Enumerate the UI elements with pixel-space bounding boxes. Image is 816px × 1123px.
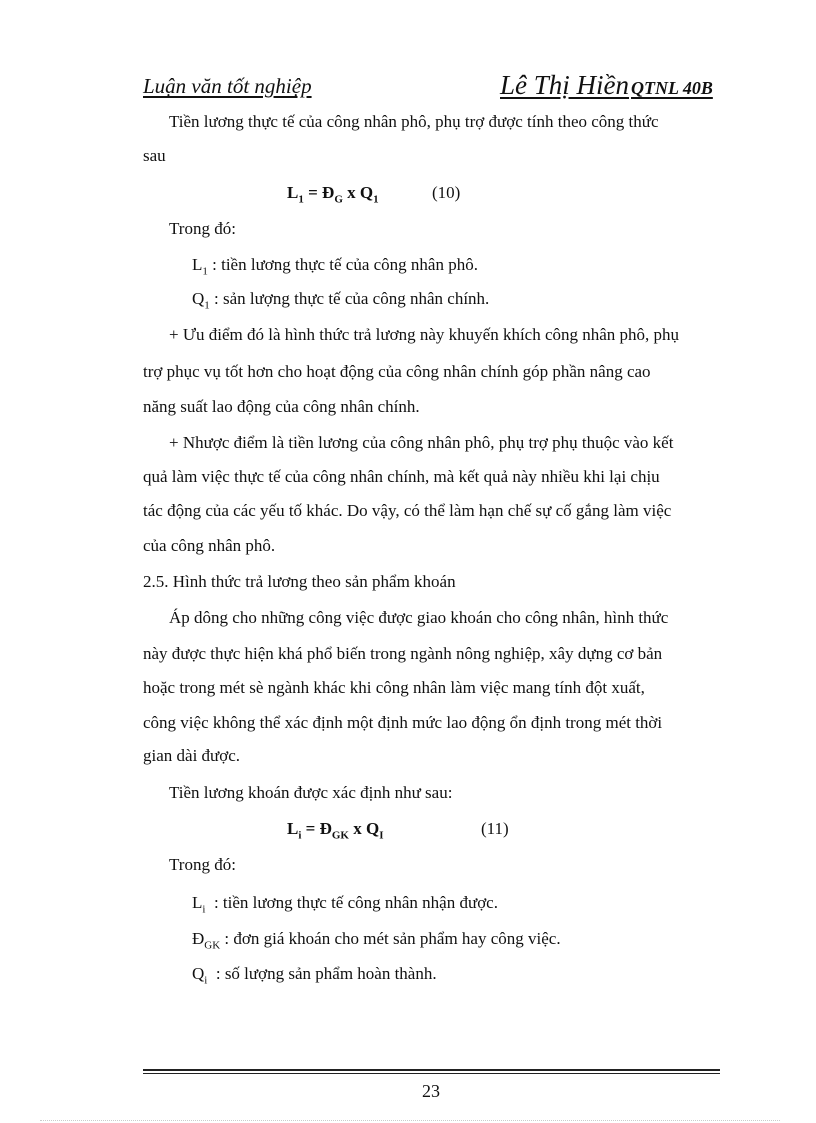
advantage-line-2: trợ phục vụ tốt hơn cho hoạt động của công nhân chính góp phần nâng cao <box>143 362 651 381</box>
trong-do-label-2: Trong đó: <box>169 855 236 874</box>
def-dgk-text: : đơn giá khoán cho mét sản phẩm hay công việc. <box>220 929 561 948</box>
def-l1-symbol: L <box>192 255 203 274</box>
formula-10-number: (10) <box>432 183 461 202</box>
definition-qi <box>192 964 437 986</box>
disadvantage-line-4: của công nhân phô. <box>143 536 276 555</box>
formula-10 <box>287 183 379 205</box>
section-para-line-1: Áp dông cho những công việc được giao khoán cho công nhân, hình thức <box>169 608 669 627</box>
def-li-symbol: L <box>192 893 203 912</box>
def-qi-text: : số lượng sản phẩm hoàn thành. <box>207 964 437 983</box>
formula-11 <box>287 819 384 841</box>
disadvantage-line-3: tác động của các yếu tố khác. Do vậy, có thể làm hạn chế sự cố gắng làm việc <box>143 501 672 520</box>
definition-q1 <box>192 289 489 311</box>
formula-11-lhs-sub: i <box>298 829 302 842</box>
formula-11-q-sub: I <box>379 829 384 842</box>
footer-rule-thick <box>143 1069 720 1071</box>
trong-do-label-1: Trong đó: <box>169 219 236 238</box>
def-qi-sub: i <box>204 974 208 987</box>
section-para-line-2: này được thực hiện khá phổ biến trong ngành nông nghiệp, xây dựng cơ bản <box>143 644 663 663</box>
advantage-line-1: + Ưu điểm đó là hình thức trả lương này khuyến khích công nhân phô, phụ <box>169 325 680 344</box>
formula-10-lhs-sub: 1 <box>298 193 304 206</box>
page-number: 23 <box>422 1081 440 1101</box>
formula-10-lhs: L <box>287 183 299 202</box>
section-para-line-5: gian dài được. <box>143 746 241 765</box>
paragraph-intro-line1: Tiền lương thực tế của công nhân phô, phụ trợ được tính theo công thức <box>169 112 659 131</box>
def-qi-symbol: Q <box>192 964 205 983</box>
def-li-sub: i <box>202 903 206 916</box>
footer-rule-thin <box>143 1073 720 1074</box>
formula-11-number: (11) <box>481 819 509 838</box>
disadvantage-line-2: quả làm việc thực tế của công nhân chính, mà kết quả này nhiều khi lại chịu <box>143 467 660 486</box>
header-author <box>500 70 713 101</box>
formula-10-eq: = Đ <box>303 183 335 202</box>
formula-11-eq: = Đ <box>301 819 332 838</box>
advantage-line-3: năng suất lao động của công nhân chính. <box>143 397 420 416</box>
definition-l1 <box>192 255 478 277</box>
def-dgk-sub: GK <box>204 939 221 952</box>
def-li-text: : tiền lương thực tế công nhân nhận được. <box>205 893 498 912</box>
formula-11-lhs: L <box>287 819 299 838</box>
definition-dgk <box>192 929 561 951</box>
section-para-line-3: hoặc trong mét sè ngành khác khi công nhân làm việc mang tính đột xuất, <box>143 678 645 697</box>
def-dgk-symbol: Đ <box>192 929 205 948</box>
page-bottom-dotted-border <box>40 1120 780 1121</box>
formula-10-x: x Q <box>342 183 374 202</box>
section-heading-2-5: 2.5. Hình thức trả lương theo sản phẩm khoán <box>143 572 456 591</box>
def-l1-sub: 1 <box>202 265 208 278</box>
intro-formula-11: Tiền lương khoán được xác định như sau: <box>169 783 453 802</box>
formula-11-x: x Q <box>349 819 380 838</box>
disadvantage-line-1: + Nhược điểm là tiền lương của công nhân phô, phụ trợ phụ thuộc vào kết <box>169 433 674 452</box>
def-q1-text: : sản lượng thực tế của công nhân chính. <box>209 289 490 308</box>
header-class-code: QTNL 40B <box>631 78 713 98</box>
def-q1-sub: 1 <box>204 299 210 312</box>
definition-li <box>192 893 498 915</box>
formula-10-q-sub: 1 <box>373 193 379 206</box>
formula-10-dg-sub: G <box>334 193 343 206</box>
section-para-line-4: công việc không thể xác định một định mức lao động ổn định trong mét thời <box>143 713 663 732</box>
def-q1-symbol: Q <box>192 289 205 308</box>
formula-11-dgk-sub: GK <box>331 829 349 842</box>
header-thesis-title: Luận văn tốt nghiệp <box>143 74 312 98</box>
header-author-name: Lê Thị Hiền <box>500 70 630 100</box>
def-l1-text: : tiền lương thực tế của công nhân phô. <box>207 255 478 274</box>
paragraph-intro-line2: sau <box>143 146 166 165</box>
